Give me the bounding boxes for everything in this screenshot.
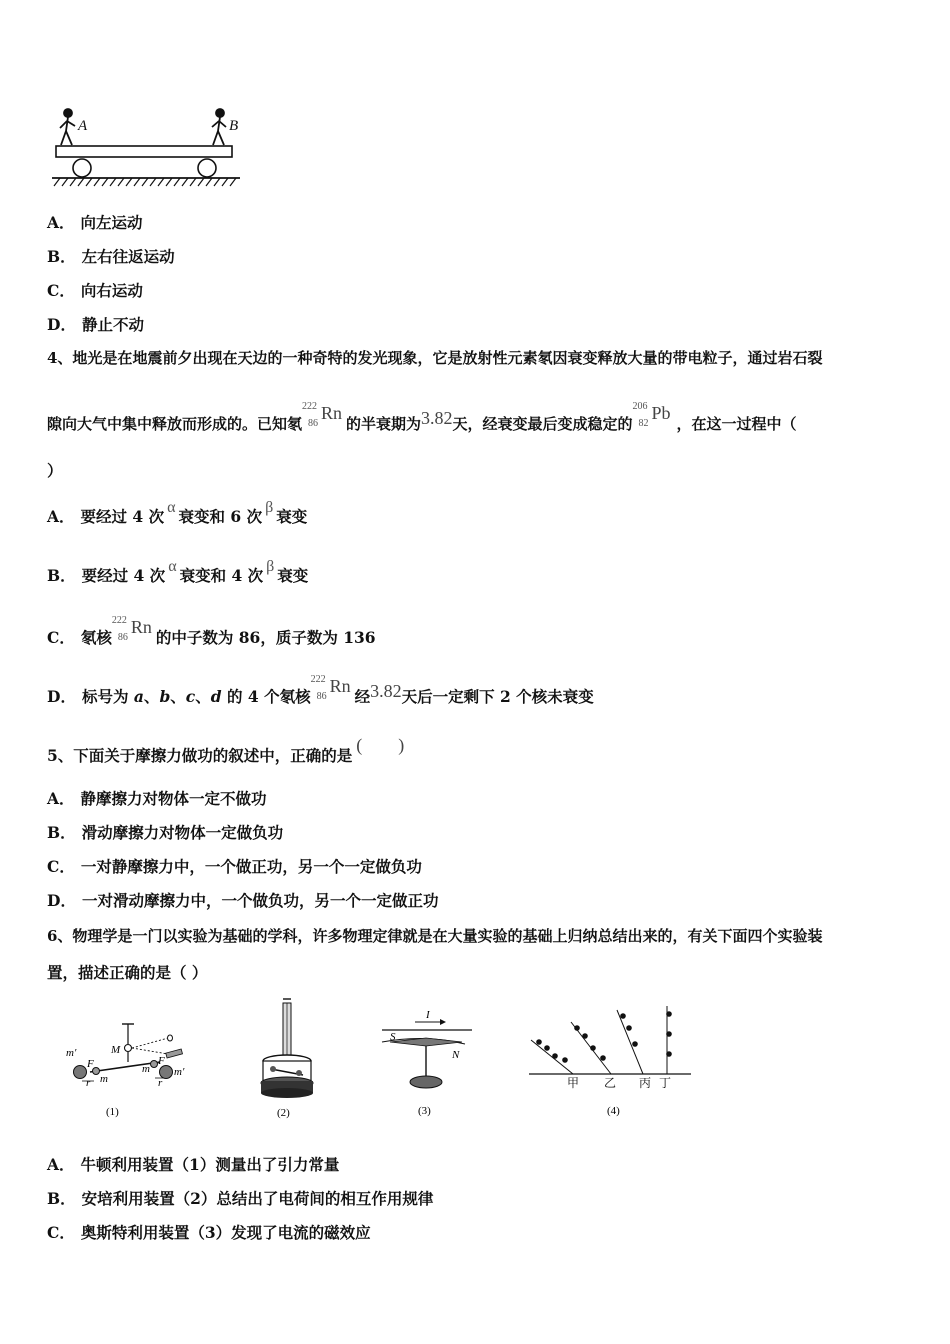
svg-text:S: S xyxy=(390,1031,396,1043)
svg-text:丁: 丁 xyxy=(659,1076,672,1090)
svg-text:(1): (1) xyxy=(106,1106,119,1118)
q6-figure-2 xyxy=(245,995,325,1120)
person-a-figure xyxy=(60,109,75,145)
person-b-figure xyxy=(212,109,226,145)
q4-option-a: A． 要经过 4 次 α 衰变和 6 次 β 衰变 xyxy=(47,499,308,526)
svg-text:甲: 甲 xyxy=(567,1076,580,1090)
q3-option-b: B． 左右往返运动 xyxy=(47,247,175,266)
q6-figure-4 xyxy=(525,1000,695,1120)
rn-nuclide: 222 86 Rn xyxy=(310,674,351,702)
cart-wheel-left xyxy=(73,159,91,177)
cart-figure xyxy=(50,106,242,190)
q4-option-d: D． 标号为 a、b、c、d 的 4 个氡核 222 86 Rn 经3.82天后一定剩下 2 个核未衰变 xyxy=(47,674,594,706)
q6-option-a: A． 牛顿利用装置（1）测量出了引力常量 xyxy=(47,1155,340,1174)
svg-text:m: m xyxy=(142,1063,150,1075)
q4-stem-line2: 隙向大气中集中释放而形成的。已知氡 222 86 Rn 的半衰期为3.82天，经衰变最后变成稳定的 206 82 Pb ，在这一过程中（ xyxy=(47,401,797,433)
svg-text:M: M xyxy=(111,1044,121,1056)
cart-platform xyxy=(56,146,232,157)
svg-text:r: r xyxy=(86,1077,91,1089)
svg-text:m′: m′ xyxy=(174,1066,185,1078)
cart-wheel-right xyxy=(198,159,216,177)
svg-text:乙: 乙 xyxy=(604,1076,617,1090)
q4-stem-line1: 4、地光是在地震前夕出现在天边的一种奇特的发光现象，它是放射性元素氡因衰变释放大量的带电粒子，通过岩石裂 xyxy=(47,349,823,367)
q5-option-a: A． 静摩擦力对物体一定不做功 xyxy=(47,789,267,808)
q3-option-d: D． 静止不动 xyxy=(47,315,144,334)
half-life-value: 3.82 xyxy=(421,408,453,428)
q6-stem-line2: 置，描述正确的是（ ） xyxy=(47,963,208,982)
q4-option-b: B． 要经过 4 次 α 衰变和 4 次 β 衰变 xyxy=(47,558,309,585)
svg-text:(2): (2) xyxy=(277,1107,290,1119)
q6-figure-1 xyxy=(60,1020,200,1120)
svg-text:N: N xyxy=(452,1049,460,1061)
ground-hatching xyxy=(54,178,236,186)
q3-option-a: A． 向左运动 xyxy=(47,213,143,232)
rn-nuclide: 222 86 Rn xyxy=(111,615,152,643)
person-b-label: B xyxy=(229,118,239,134)
q4-stem-line3: ） xyxy=(47,461,63,480)
q5-stem: 5、下面关于摩擦力做功的叙述中，正确的是( ) xyxy=(47,735,405,765)
q6-option-b: B． 安培利用装置（2）总结出了电荷间的相互作用规律 xyxy=(47,1189,434,1208)
svg-text:F: F xyxy=(158,1055,165,1067)
svg-text:(4): (4) xyxy=(607,1105,620,1117)
svg-text:F: F xyxy=(87,1058,94,1070)
q6-figure-3 xyxy=(370,1000,480,1120)
pb-nuclide: 206 82 Pb xyxy=(632,401,671,429)
q6-option-c: C． 奥斯特利用装置（3）发现了电流的磁效应 xyxy=(47,1223,371,1242)
svg-text:r: r xyxy=(158,1077,163,1089)
q5-option-b: B． 滑动摩擦力对物体一定做负功 xyxy=(47,823,284,842)
q4-option-c: C． 氡核 222 86 Rn 的中子数为 86，质子数为 136 xyxy=(47,615,376,647)
svg-text:丙: 丙 xyxy=(639,1076,652,1090)
svg-text:m: m xyxy=(100,1073,108,1085)
person-a-label: A xyxy=(78,118,88,134)
rn-nuclide: 222 86 Rn xyxy=(302,401,343,429)
svg-text:(3): (3) xyxy=(418,1105,431,1117)
q5-option-d: D． 一对滑动摩擦力中，一个做负功，另一个一定做正功 xyxy=(47,891,439,910)
svg-text:I: I xyxy=(426,1009,430,1021)
q3-option-c: C． 向右运动 xyxy=(47,281,143,300)
q6-stem-line1: 6、物理学是一门以实验为基础的学科，许多物理定律就是在大量实验的基础上归纳总结出来的，有关下面四个实验装 xyxy=(47,927,823,945)
q5-option-c: C． 一对静摩擦力中，一个做正功，另一个一定做负功 xyxy=(47,857,422,876)
svg-text:m′: m′ xyxy=(66,1047,77,1059)
